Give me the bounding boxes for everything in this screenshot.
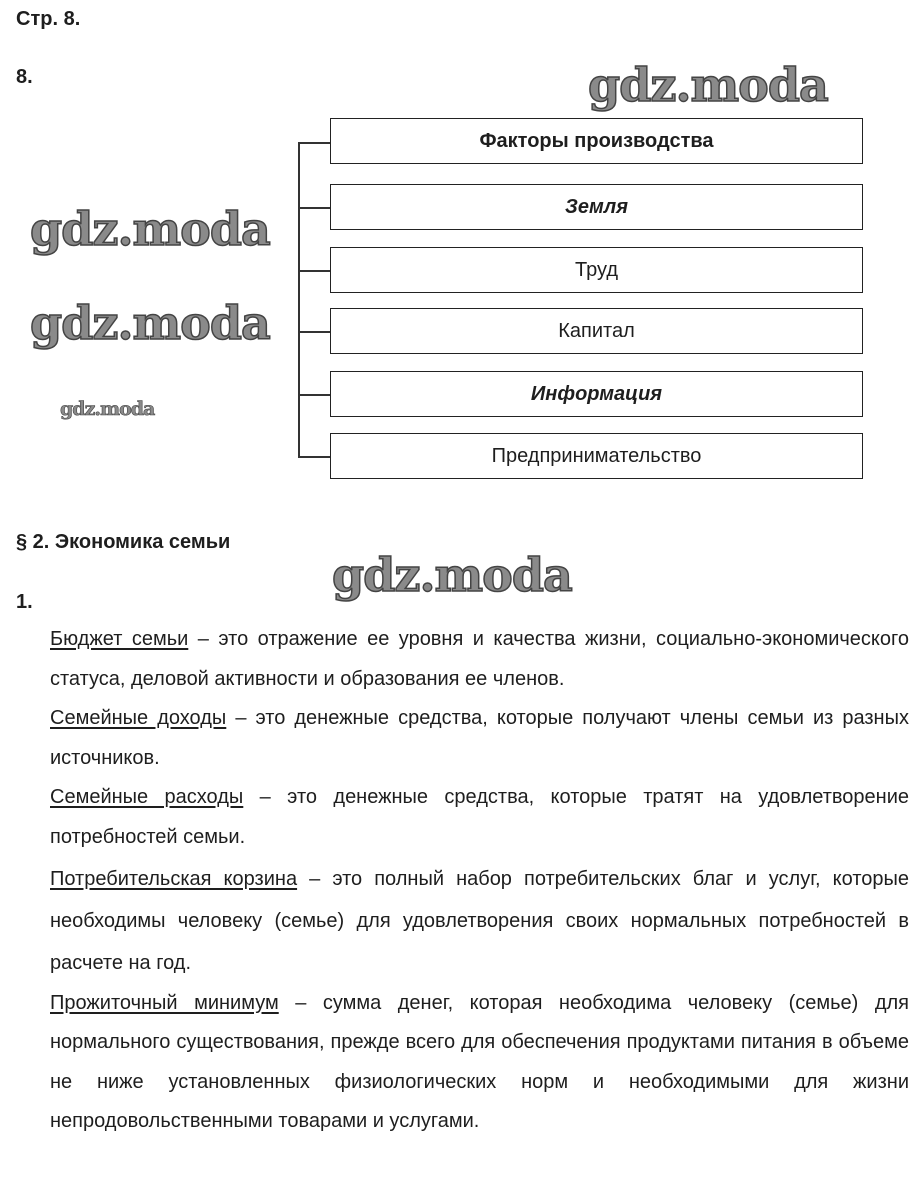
diagram-box-title: Факторы производства: [330, 118, 863, 164]
definition: [50, 984, 909, 1142]
connector: [298, 331, 330, 333]
connector: [298, 207, 330, 209]
connector: [298, 270, 330, 272]
watermark-logo: gdz.moda: [30, 202, 270, 256]
definition: [50, 858, 909, 984]
connector: [298, 456, 330, 458]
connector: [298, 142, 330, 144]
definition: [50, 778, 909, 857]
definition: [50, 699, 909, 778]
diagram-box: Информация: [330, 371, 863, 417]
definition: [50, 620, 909, 699]
definition-term: Семейные расходы: [50, 786, 244, 809]
section-title: § 2. Экономика семьи: [16, 531, 231, 553]
diagram-box: Капитал: [330, 308, 863, 354]
bracket-line: [298, 142, 300, 457]
connector: [298, 394, 330, 396]
watermark-logo: gdz.moda: [30, 296, 270, 350]
definition-term: Потребительская корзина: [50, 867, 298, 890]
task-number-8: 8.: [16, 66, 33, 88]
diagram-box: Предпринимательство: [330, 433, 863, 479]
definition-term: Бюджет семьи: [50, 628, 189, 650]
definition-text: – это денежные средства, которые получают члены семьи из разных источников.: [50, 707, 909, 769]
watermark-logo: gdz.moda: [60, 398, 155, 420]
task-number-1: 1.: [16, 591, 33, 613]
definition-text: – сумма денег, которая необходима человеку (семье) для нормального существования, прежде всего для обеспечения продуктами питания в объеме не ниже установленных физиологических норм и необходимыми для жизни непродовольственными товарами и услугами.: [50, 991, 909, 1133]
definition-text: – это полный набор потребительских благ и услуг, которые необходимы человеку (семье) для удовлетворения своих нормальных потребностей в расчете на год.: [50, 867, 910, 974]
definition-text: – это отражение ее уровня и качества жизни, социально-экономического статуса, деловой активности и образования ее членов.: [50, 628, 910, 690]
diagram-box: Земля: [330, 184, 863, 230]
definition-term: Прожиточный минимум: [50, 991, 279, 1014]
watermark-logo: gdz.moda: [332, 548, 572, 602]
watermark-logo: gdz.moda: [588, 58, 828, 112]
page-header: Стр. 8.: [16, 8, 81, 30]
diagram-box: Труд: [330, 247, 863, 293]
definition-text: – это денежные средства, которые тратят на удовлетворение потребностей семьи.: [50, 786, 909, 848]
definition-term: Семейные доходы: [50, 707, 227, 730]
definitions-list: [50, 620, 909, 1142]
